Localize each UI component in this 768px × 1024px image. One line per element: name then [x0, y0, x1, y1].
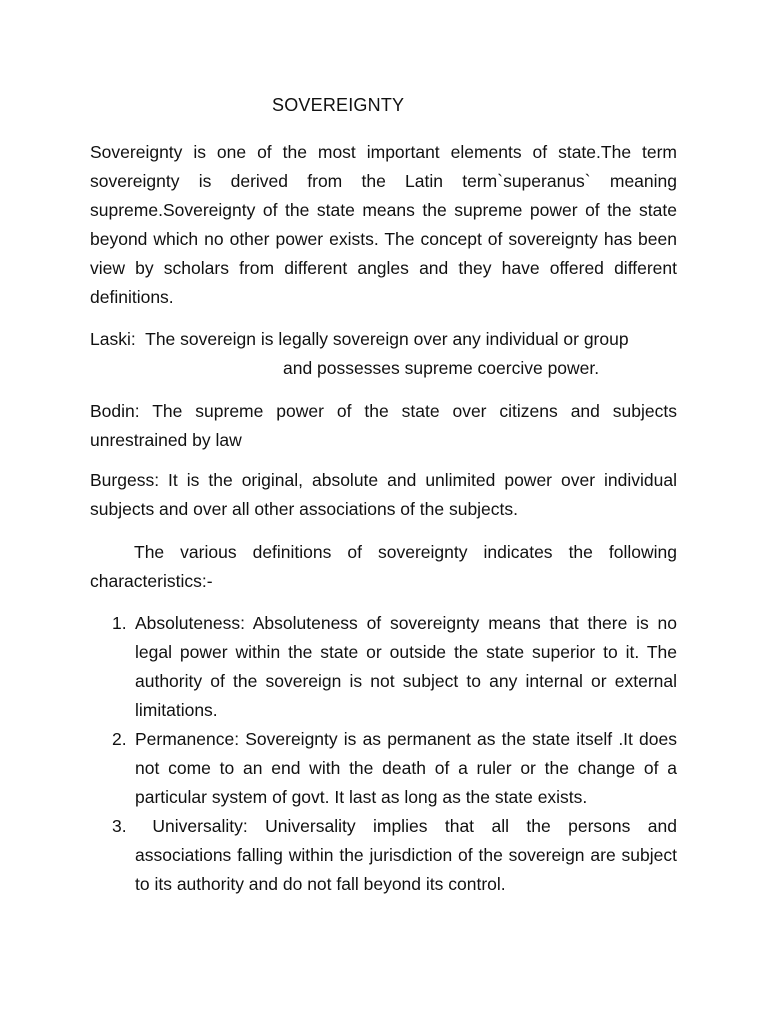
page-title: SOVEREIGNTY [272, 95, 405, 115]
list-item-number: 2. [112, 729, 127, 749]
laski-line-2: and possesses supreme coercive power. [283, 358, 600, 378]
list-item [90, 609, 677, 725]
laski-line-1: Laski: The sovereign is legally sovereign over any individual or group [90, 329, 629, 349]
characteristics-intro: The various definitions of sovereignty indicates the following characteristics:- [90, 542, 677, 591]
list-item-text: Absoluteness: Absoluteness of sovereignty means that there is no legal power within the state or outside the state superior to it. The authority of the sovereign is not subject to any internal or external limitations. [135, 613, 677, 720]
list-item-number: 3. [112, 816, 127, 836]
characteristics-list [90, 609, 682, 899]
bodin-definition: Bodin: The supreme power of the state over citizens and subjects unrestrained by law [90, 401, 677, 450]
list-item [90, 812, 682, 899]
intro-paragraph: Sovereignty is one of the most important elements of state.The term sovereignty is derived from the Latin term`superanus` meaning supreme.Sovereignty of the state means the supreme power of the state beyond which no other power exists. The concept of sovereignty has been view by scholars from different angles and they have offered different definitions. [90, 142, 677, 307]
list-item-number: 1. [112, 613, 127, 633]
list-item [90, 725, 677, 812]
burgess-definition: Burgess: It is the original, absolute and unlimited power over individual subjects and over all other associations of the subjects. [90, 470, 677, 519]
list-item-text: Permanence: Sovereignty is as permanent as the state itself .It does not come to an end with the death of a ruler or the change of a particular system of govt. It last as long as the state exists. [135, 729, 677, 807]
laski-definition [90, 325, 677, 383]
list-item-text: Universality: Universality implies that all the persons and associations falling within the jurisdiction of the sovereign are subject to its authority and do not fall beyond its control. [135, 816, 682, 894]
